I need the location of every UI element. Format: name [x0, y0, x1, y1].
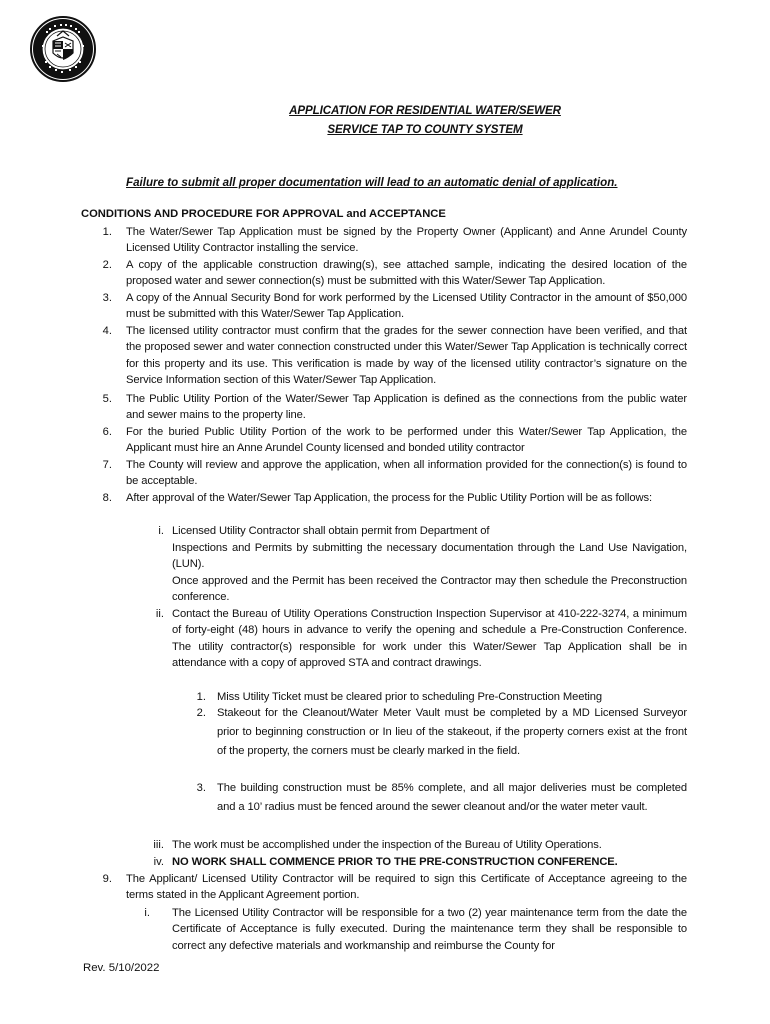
nested-item-text: The building construction must be 85% complete, and all major deliveries must be completed and a 10’ radius must be fenced around the sewer cleanout and/or the water meter vault. — [217, 782, 687, 813]
sub-item-text: The work must be accomplished under the inspection of the Bureau of Utility Operations. — [172, 839, 602, 851]
list-item-number: 9. — [102, 873, 112, 885]
document-title-line-2: SERVICE TAP TO COUNTY SYSTEM — [327, 123, 523, 136]
sub-item-text: Contact the Bureau of Utility Operations Construction Inspection Supervisor at 410-222-3274, a minimum of forty-eight (48) hours in advance to verify the opening and schedule a Pre-Construction Conference. The utility contractor(s) responsible for work under this Water/Sewer Tap Application shall be in attendance with a copy of approved STA and contract drawings. — [172, 608, 687, 670]
list-item-number: 1. — [102, 226, 112, 238]
sub-item-text: NO WORK SHALL COMMENCE PRIOR TO THE PRE-CONSTRUCTION CONFERENCE. — [172, 856, 618, 868]
nested-item-text: Stakeout for the Cleanout/Water Meter Vault must be completed by a MD Licensed Surveyor prior to beginning construction or In lieu of the stakeout, if the property corners exist at the front of the property, the corners must be clearly marked in the field. — [217, 707, 687, 757]
list-item-number: 6. — [102, 426, 112, 438]
list-item-text: A copy of the applicable construction drawing(s), see attached sample, indicating the desired location of the proposed water and sewer connection(s) must be submitted with this Water/Sewer Tap Application. — [126, 259, 687, 288]
list-item-text: A copy of the Annual Security Bond for work performed by the Licensed Utility Contractor in the amount of $50,000 must be submitted with this Water/Sewer Tap Application. — [126, 292, 687, 321]
document-title-line-1: APPLICATION FOR RESIDENTIAL WATER/SEWER — [289, 104, 561, 117]
sub-item-text: Once approved and the Permit has been received the Contractor may then schedule the Preconstruction conference. — [172, 575, 687, 604]
list-item-text: The Applicant/ Licensed Utility Contractor will be required to sign this Certificate of Acceptance agreeing to the terms stated in the Applicant Agreement portion. — [126, 873, 687, 902]
warning-notice: Failure to submit all proper documentation will lead to an automatic denial of application. — [126, 176, 618, 189]
county-seal-icon — [30, 16, 96, 82]
sub-item-number: iv. — [153, 856, 164, 868]
list-item-text: After approval of the Water/Sewer Tap Application, the process for the Public Utility Portion will be as follows: — [126, 492, 652, 504]
nested-item-number: 3. — [196, 782, 206, 794]
nested-item-number: 2. — [196, 707, 206, 719]
sub-item-text: Licensed Utility Contractor shall obtain permit from Department of — [172, 525, 490, 537]
list-item-number: 4. — [102, 325, 112, 337]
nested-item-text: Miss Utility Ticket must be cleared prior to scheduling Pre-Construction Meeting — [217, 691, 602, 703]
list-item-text: The Public Utility Portion of the Water/Sewer Tap Application is defined as the connections from the public water and sewer mains to the property line. — [126, 393, 687, 422]
sub-item-text: The Licensed Utility Contractor will be responsible for a two (2) year maintenance term from the date the Certificate of Acceptance is fully executed. During the maintenance term they shall be responsible to correct any defective materials and workmanship and reimburse the County for — [172, 907, 687, 952]
revision-date: Rev. 5/10/2022 — [83, 962, 160, 974]
list-item-text: The County will review and approve the application, when all information provided for the connection(s) is found to be acceptable. — [126, 459, 687, 488]
nested-item-number: 1. — [196, 691, 206, 703]
list-item-number: 2. — [102, 259, 112, 271]
list-item-number: 5. — [102, 393, 112, 405]
sub-item-text: Inspections and Permits by submitting the necessary documentation through the Land Use Navigation, (LUN). — [172, 542, 687, 571]
list-item-number: 3. — [102, 292, 112, 304]
list-item-text: The Water/Sewer Tap Application must be signed by the Property Owner (Applicant) and Anne Arundel County Licensed Utility Contractor installing the service. — [126, 226, 687, 255]
section-heading: CONDITIONS AND PROCEDURE FOR APPROVAL and ACCEPTANCE — [81, 208, 446, 220]
sub-item-number: iii. — [153, 839, 164, 851]
list-item-number: 7. — [102, 459, 112, 471]
sub-item-number: i. — [158, 525, 164, 537]
list-item-number: 8. — [102, 492, 112, 504]
list-item-text: For the buried Public Utility Portion of the work to be performed under this Water/Sewer Tap Application, the Applicant must hire an Anne Arundel County licensed and bonded utility contractor — [126, 426, 687, 455]
sub-item-number: ii. — [155, 608, 164, 620]
list-item-text: The licensed utility contractor must confirm that the grades for the sewer connection have been verified, and that the proposed sewer and water connection constructed under this Water/Sewer Tap Application is technically correct for this property and its use. This verification is made by way of the licensed utility contractor’s signature on the Service Information section of this Water/Sewer Tap Application. — [126, 325, 687, 387]
sub-item-number: i. — [144, 907, 150, 919]
